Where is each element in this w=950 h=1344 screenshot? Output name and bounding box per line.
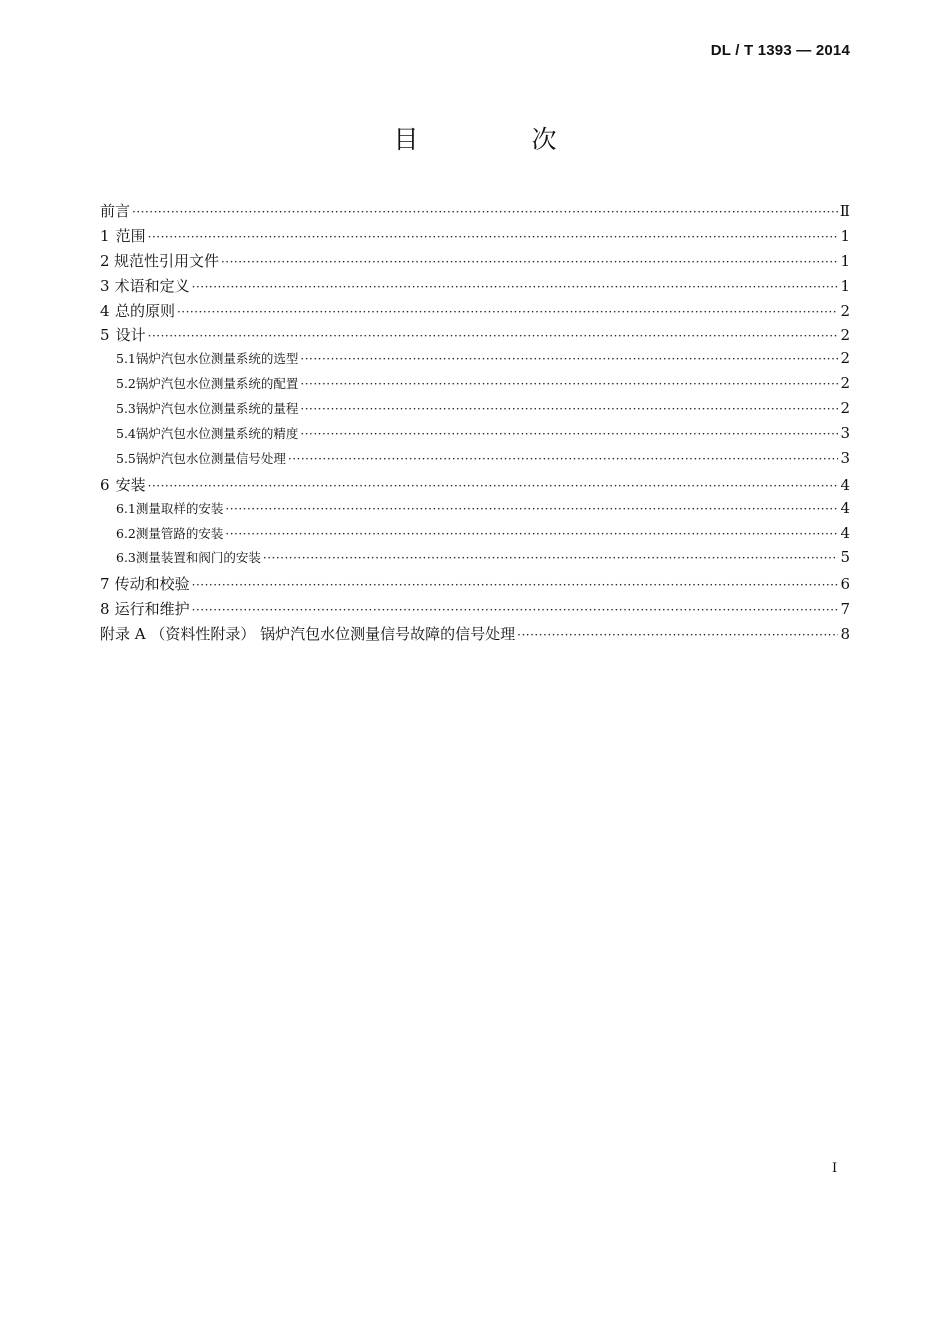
toc-entry-5-4[interactable] [100, 424, 850, 449]
toc-leader-dots [177, 305, 838, 319]
page-title: 目 次 [393, 125, 601, 154]
toc-entry-page: 4 [840, 523, 850, 542]
toc-leader-dots [300, 402, 838, 416]
toc-leader-dots [192, 578, 839, 592]
toc-entry-title: 锅炉汽包水位测量系统的配置 [135, 376, 299, 392]
toc-entry-3[interactable] [100, 275, 850, 300]
toc-entry-number: 2 [100, 251, 110, 270]
toc-leader-dots [225, 502, 838, 516]
toc-entry-5[interactable] [100, 324, 850, 349]
toc-entry-title: 锅炉汽包水位测量信号处理 [135, 450, 286, 466]
toc-entry-title: 规范性引用文件 [113, 251, 219, 270]
toc-entry-5-3[interactable] [100, 399, 850, 424]
page-number: I [832, 1161, 838, 1176]
toc-leader-dots [192, 280, 839, 294]
toc-entry-number: 5.4 [116, 426, 136, 442]
toc-entry-8[interactable] [100, 598, 850, 623]
toc-entry-title: 测量取样的安装 [135, 500, 224, 516]
toc-entry-page: 2 [840, 399, 850, 418]
toc-entry-title: 范围 [115, 226, 146, 245]
toc-entry-title: 安装 [115, 475, 146, 494]
toc-entry-number: 5.2 [116, 376, 136, 392]
standard-code: DL / T 1393 — 2014 [710, 42, 850, 59]
toc-leader-dots [300, 427, 838, 441]
toc-entry-number: 5.3 [116, 401, 136, 417]
toc-entry-title: 术语和定义 [114, 276, 190, 295]
toc-entry-title: 锅炉汽包水位测量系统的精度 [135, 426, 299, 442]
toc-leader-dots [192, 603, 839, 617]
toc-entry-number: 6.2 [116, 525, 136, 541]
toc-entry-number: 5.1 [116, 351, 136, 367]
toc-entry-page: 8 [840, 625, 850, 644]
toc-entry-number: 5.5 [116, 450, 136, 466]
toc-entry-title: 附录 A （资料性附录） 锅炉汽包水位测量信号故障的信号处理 [100, 625, 516, 644]
toc-leader-dots [225, 527, 838, 541]
toc-entry-page: 2 [840, 301, 850, 320]
toc-entry-number: 6.1 [116, 500, 136, 516]
toc-entry-number: 6 [100, 475, 110, 494]
toc-entry-6[interactable] [100, 474, 850, 499]
toc-entry-page: 1 [840, 226, 850, 245]
toc-entry-page: 1 [840, 251, 850, 270]
toc-entry-page: 1 [840, 276, 850, 295]
toc-entry-title: 运行和维护 [114, 600, 190, 619]
toc-entry-title: 测量装置和阀门的安装 [135, 550, 261, 566]
toc-entry-title: 锅炉汽包水位测量系统的选型 [135, 351, 299, 367]
toc-entry-6-1[interactable] [100, 499, 850, 524]
toc-entry-title: 前言 [100, 202, 131, 220]
toc-entry-foreword[interactable] [100, 200, 850, 225]
toc-entry-page: 2 [840, 374, 850, 393]
toc-entry-5-2[interactable] [100, 374, 850, 399]
toc-entry-page: 6 [840, 575, 850, 594]
toc-entry-page: 4 [840, 498, 850, 517]
toc-entry-title: 锅炉汽包水位测量系统的量程 [135, 401, 299, 417]
toc-entry-title: 设计 [115, 326, 146, 345]
toc-leader-dots [263, 551, 839, 565]
toc-entry-page: 3 [840, 424, 850, 443]
toc-entry-page: 2 [840, 326, 850, 345]
toc-leader-dots [132, 205, 838, 219]
toc-leader-dots [300, 352, 838, 366]
toc-entry-page: Ⅱ [839, 202, 850, 220]
toc-leader-dots [517, 628, 838, 642]
toc-entry-number: 5 [100, 326, 110, 345]
toc-leader-dots [148, 479, 839, 493]
toc-leader-dots [221, 255, 838, 269]
toc-entry-page: 7 [840, 600, 850, 619]
toc-entry-number: 4 [100, 301, 110, 320]
toc-entry-2[interactable] [100, 250, 850, 275]
toc-entry-page: 5 [840, 548, 850, 567]
toc-leader-dots [148, 230, 839, 244]
toc-entry-number: 1 [100, 226, 110, 245]
toc-entry-5-5[interactable] [100, 449, 850, 474]
toc-entry-appendix-a[interactable] [100, 623, 850, 648]
toc-entry-7[interactable] [100, 573, 850, 598]
toc-entry-page: 4 [840, 475, 850, 494]
toc-entry-number: 8 [100, 600, 110, 619]
table-of-contents [100, 200, 850, 648]
toc-entry-title: 总的原则 [114, 301, 175, 320]
toc-leader-dots [288, 452, 839, 466]
toc-leader-dots [300, 377, 838, 391]
toc-entry-title: 测量管路的安装 [135, 525, 224, 541]
toc-entry-6-2[interactable] [100, 524, 850, 549]
toc-leader-dots [148, 329, 839, 343]
toc-entry-6-3[interactable] [100, 548, 850, 573]
toc-entry-page: 3 [840, 448, 850, 467]
toc-entry-1[interactable] [100, 225, 850, 250]
toc-entry-4[interactable] [100, 300, 850, 325]
toc-entry-page: 2 [840, 349, 850, 368]
toc-entry-number: 6.3 [116, 550, 136, 566]
toc-entry-number: 7 [100, 575, 110, 594]
toc-entry-title: 传动和校验 [114, 575, 190, 594]
toc-entry-number: 3 [100, 276, 110, 295]
toc-entry-5-1[interactable] [100, 349, 850, 374]
